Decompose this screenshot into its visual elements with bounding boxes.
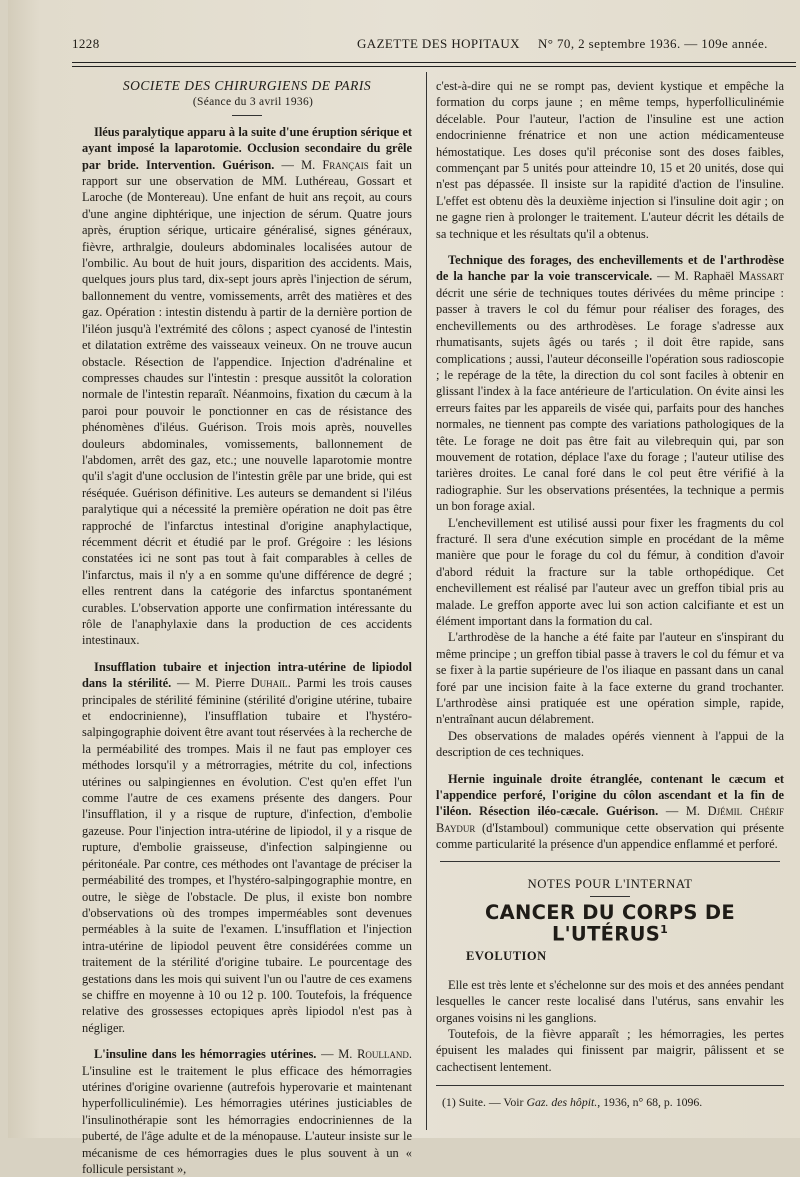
evolution-heading: EVOLUTION: [466, 949, 547, 964]
left-column: [82, 78, 412, 1177]
paragraph: L'arthrodèse de la hanche a été faite par l'auteur en s'inspirant du même principe ; un greffon tibial passe à travers le col du fémur et va se fixer à la partie supérieure de l'os iliaque en passant dans un canal foré par une incision faite à la face externe du grand trochanter. L'arthrodèse ainsi pratiquée est une opération simple, rapide, n'entraînant aucun délabrement.: [436, 630, 784, 727]
article-body: (d'Istamboul) communique cette observation qui présente comme particularité la présence d'un appendice enflammé et perforé.: [436, 820, 784, 852]
page-number: 1228: [72, 36, 100, 51]
footnote-text: (1) Suite. — Voir: [442, 1095, 527, 1110]
article-body: fait un rapport sur une observation de MM. Luthéreau, Gossart et Laroche (de Montereau). Une enfant de huit ans reçoit, au cours d'une angine diphtérique, une injection de sérum. Quatre jours après, éruption sérique, urticaire généralisé, signes généraux, fièvre, arthralgie, douleurs abdominales localisées autour de l'ombilic. Au bout de huit jours, disparition des accidents. Mais, quelques jours plus tard, dix-sept jours après l'injection de sérum, ballonnement du ventre, vomissements, arrêt des matières et des gaz. Opération : intestin distendu à partir de la dernière portion de l'iléon jusqu'à l'extrémité des côlons ; aspect cyanosé de l'intestin et dilatation extrême des vaisseaux veineux. On ne trouve aucun obstacle. Résection de l'appendice. Injection d'adrénaline et compresses chaudes sur l'intestin : presque aussitôt la coloration normale de l'intestin reparaît. Néanmoins, fixation du cæcum à la paroi pour pouvoir le ponctionner en cas de résistance des phénomènes d'iléus. Guérison. Trois mois après, nouvelles douleurs abdominales, vomissements, ballonnement de l'abdomen, arrêt des gaz, etc.; une nouvelle laparotomie montre qu'il s'agit d'une occlusion de l'intestin grêle par une bride, qui est réséquée. Guérison définitive. Les auteurs se demandent si l'iléus paralytique qui a nécessité la première opération ne doit pas être rapproché de l'infarctus intestinal d'origine anaphylactique, récemment décrit et étudié par le prof. Grégoire : les lésions constatées ici ne sont pas tout à fait comparables à celles de l'infarctus, mais il n'y a en somme qu'une différence de degré ; elles rentrent dans la catégorie des infarctus spontanément curables. L'observation apporte une confirmation intéressante du rôle de l'anaphylaxie dans la production de ces accidents intestinaux.: [82, 157, 412, 648]
footnote: [442, 1094, 784, 1110]
notes-heading: NOTES POUR L'INTERNAT: [527, 876, 693, 891]
article-author: Français: [322, 157, 369, 172]
article-dash: — M.: [274, 157, 323, 172]
page-header: [72, 36, 796, 56]
article-title: Iléus paralytique apparu à la suite d'une éruption sérique et ayant imposé la laparotomie. Occlusion secondaire du grêle par bride. Intervention. Guérison.: [82, 124, 412, 172]
session-date: (Séance du 3 avril 1936): [192, 96, 314, 109]
right-column: [436, 78, 784, 1111]
section-rule: [440, 861, 780, 862]
footnote-ref-text: , 1936, n° 68, p. 1096.: [597, 1095, 703, 1110]
issue-info: N° 70, 2 septembre 1936. — 109e année.: [538, 36, 768, 51]
section-dash: [232, 115, 262, 116]
article-author: Djémil Chérif Baydur: [436, 804, 784, 835]
article-dash: — M. Pierre: [171, 676, 251, 691]
footnote-ref: 1: [660, 922, 669, 936]
article-title: Hernie inguinale droite étranglée, contenant le cæcum et l'appendice perforé, l'origine du côlon ascendant et la fin de l'iléon. Résection iléo-cæcale. Guérison.: [436, 771, 784, 819]
journal-title: GAZETTE DES HOPITAUX: [357, 36, 520, 51]
article-ileus: [82, 124, 412, 649]
article-insufflation: [82, 659, 412, 1036]
article-title: Technique des forages, des enchevillements et de l'arthrodèse de la hanche par la voie transcervicale.: [436, 253, 784, 284]
article-insuline: [82, 1046, 412, 1177]
society-title: SOCIETE DES CHIRURGIENS DE PARIS: [122, 78, 372, 93]
article-dash: — M. Raphaël: [652, 269, 739, 284]
page: [8, 0, 800, 1176]
article-body: décrit une série de techniques toutes dérivées du même principe : passer à travers le col du fémur pour réaliser des forages, des enchevillements ou des arthrodèses. Le forage s'adresse aux rhumatisants, sujets âgés ou tarés ; il doit être rapide, sans complications ; aussi, l'auteur déconseille l'opération sous radioscopie ; le repérage de la tête, la direction du col sont faciles à obtenir en glissant l'index à la face antérieure de l'articulation. On évite ainsi les erreurs faites par les appareils de visée qui, parfaits pour des hanches normales, ne tiennent pas compte des variations pathologiques de la tête. Le forage ne doit pas être fait au vilebrequin qui, par son mouvement de rotation, déplace l'axe du forage ; l'auteur utilise des tarières droites. Le canal foré dans le col peut être vérifié à la radiographie. Sur les observations présentées, la technique a permis un bon forage axial.: [436, 285, 784, 514]
article-title: L'insuline dans les hémorragies utérines.: [94, 1047, 317, 1062]
article-hernie: [436, 771, 784, 853]
article-author: Massart: [739, 269, 784, 284]
article-body: . Parmi les trois causes principales de stérilité féminine (stérilité d'origine utérine, tubaire et endocrinienne), l'insufflation tubaire et l'hystéro-salpingographie doivent être avant tout réservées à la recherche de la perméabilité des trompes. Mais il ne faut pas employer ces méthodes lorsqu'il y a métrorragies, métrite du col, infections utérines ou salpingiennes en évolution. C'est qu'en effet l'un comme l'autre de ces examens présente des dangers. Pour l'insufflation, il y a risque de rupture, d'infection, d'embolie gazeuse. Pour l'injection intra-utérine de lipiodol, il y a risque de rupture, d'embolie graisseuse, d'infection salpingienne ou péritonéale. Par contre, ces méthodes ont l'avantage de préciser la perméabilité des trompes, et l'hystéro-salpingographie montre, en outre, le siège de l'obstacle. De plus, il existe bon nombre d'observations où des trompes imperméables sont devenues perméables à la suite de l'examen. L'insufflation et l'injection intra-utérine de lipiodol peuvent être considérées comme un traitement de la stérilité d'origine tubaire. Le pourcentage des gestations dans les mois qui suivent l'un ou l'autre de ces examens se chiffre en moyenne à 10 ou 12 p. 100. Toutefois, la fréquence relative des grossesses ectopiques après lipiodol n'est pas à négliger.: [82, 676, 412, 1035]
article-forages: [436, 252, 784, 515]
paragraph: Elle est très lente et s'échelonne sur des mois et des années pendant lesquelles le cancer reste localisé dans l'utérus, sans envahir les organes voisins ni les ganglions.: [436, 977, 784, 1025]
notes-dash: [590, 896, 630, 897]
article-insuline-continued: c'est-à-dire qui ne se rompt pas, devient kystique et empêche la formation du corps jaune ; en même temps, hyperfolliculinémie décelable. Pour l'auteur, l'action de l'insuline est une action endocrinienne frénatrice et non une action médicamenteuse hémostatique. Les doses qu'il préconise sont des doses faibles, commençant par 5 unités pour atteindre 10, 15 et 20 unités, dose qui n'est pas dépassée. Il insiste sur la rapidité d'action de l'insuline. L'effet est obtenu dès la deuxième injection si l'insuline doit agir ; on ne gagne rien à prolonger le traitement. L'auteur décrit les détails de sa technique et les résultats qu'il a obtenus.: [436, 79, 784, 241]
paragraph: L'enchevillement est utilisé aussi pour fixer les fragments du col fracturé. Il sera d'une exécution simple en procédant de la même manière que pour le forage du col du fémur, à condition d'avoir d'abord réduit la fracture sur la table orthopédique. Cet enchevillement est réalisé par l'auteur avec un greffon tibial pris au malade. Le greffon apporte avec lui son action calcifiante et est un élément important dans la formation du cal.: [436, 515, 784, 628]
footnote-source: Gaz. des hôpit.: [526, 1095, 598, 1110]
article-dash: — M.: [658, 804, 708, 819]
header-rule: [72, 62, 796, 67]
cancer-title-text: CANCER DU CORPS DE L'UTÉRUS: [485, 901, 735, 945]
column-divider: [426, 72, 427, 1130]
cancer-title: [436, 901, 784, 945]
article-body: . L'insuline est le traitement le plus efficace des hémorragies utérines d'origine ovarienne (autrefois hyperovarie et maintenant hyperfolliculinémie). Les hémorragies utérines justiciables de l'insulinothérapie sont les hémorragies endocriniennes de la puberté, de l'âge adulte et de la ménopause. L'auteur insiste sur le mécanisme de ces hémorragies dues le plus souvent à un « follicule persistant »,: [82, 1047, 412, 1176]
article-author: Roulland: [357, 1047, 409, 1062]
article-author: Duhail: [250, 676, 288, 691]
article-title: Insufflation tubaire et injection intra-utérine de lipiodol dans la stérilité.: [82, 659, 412, 691]
footnote-rule: [436, 1085, 784, 1086]
paragraph: Toutefois, de la fièvre apparaît ; les hémorragies, les pertes épuisent les malades qui finissent par maigrir, pâlissent et se cachectisent lentement.: [436, 1027, 784, 1074]
paragraph: Des observations de malades opérés viennent à l'appui de la description de ces techniques.: [436, 728, 784, 760]
article-dash: — M.: [316, 1047, 358, 1062]
